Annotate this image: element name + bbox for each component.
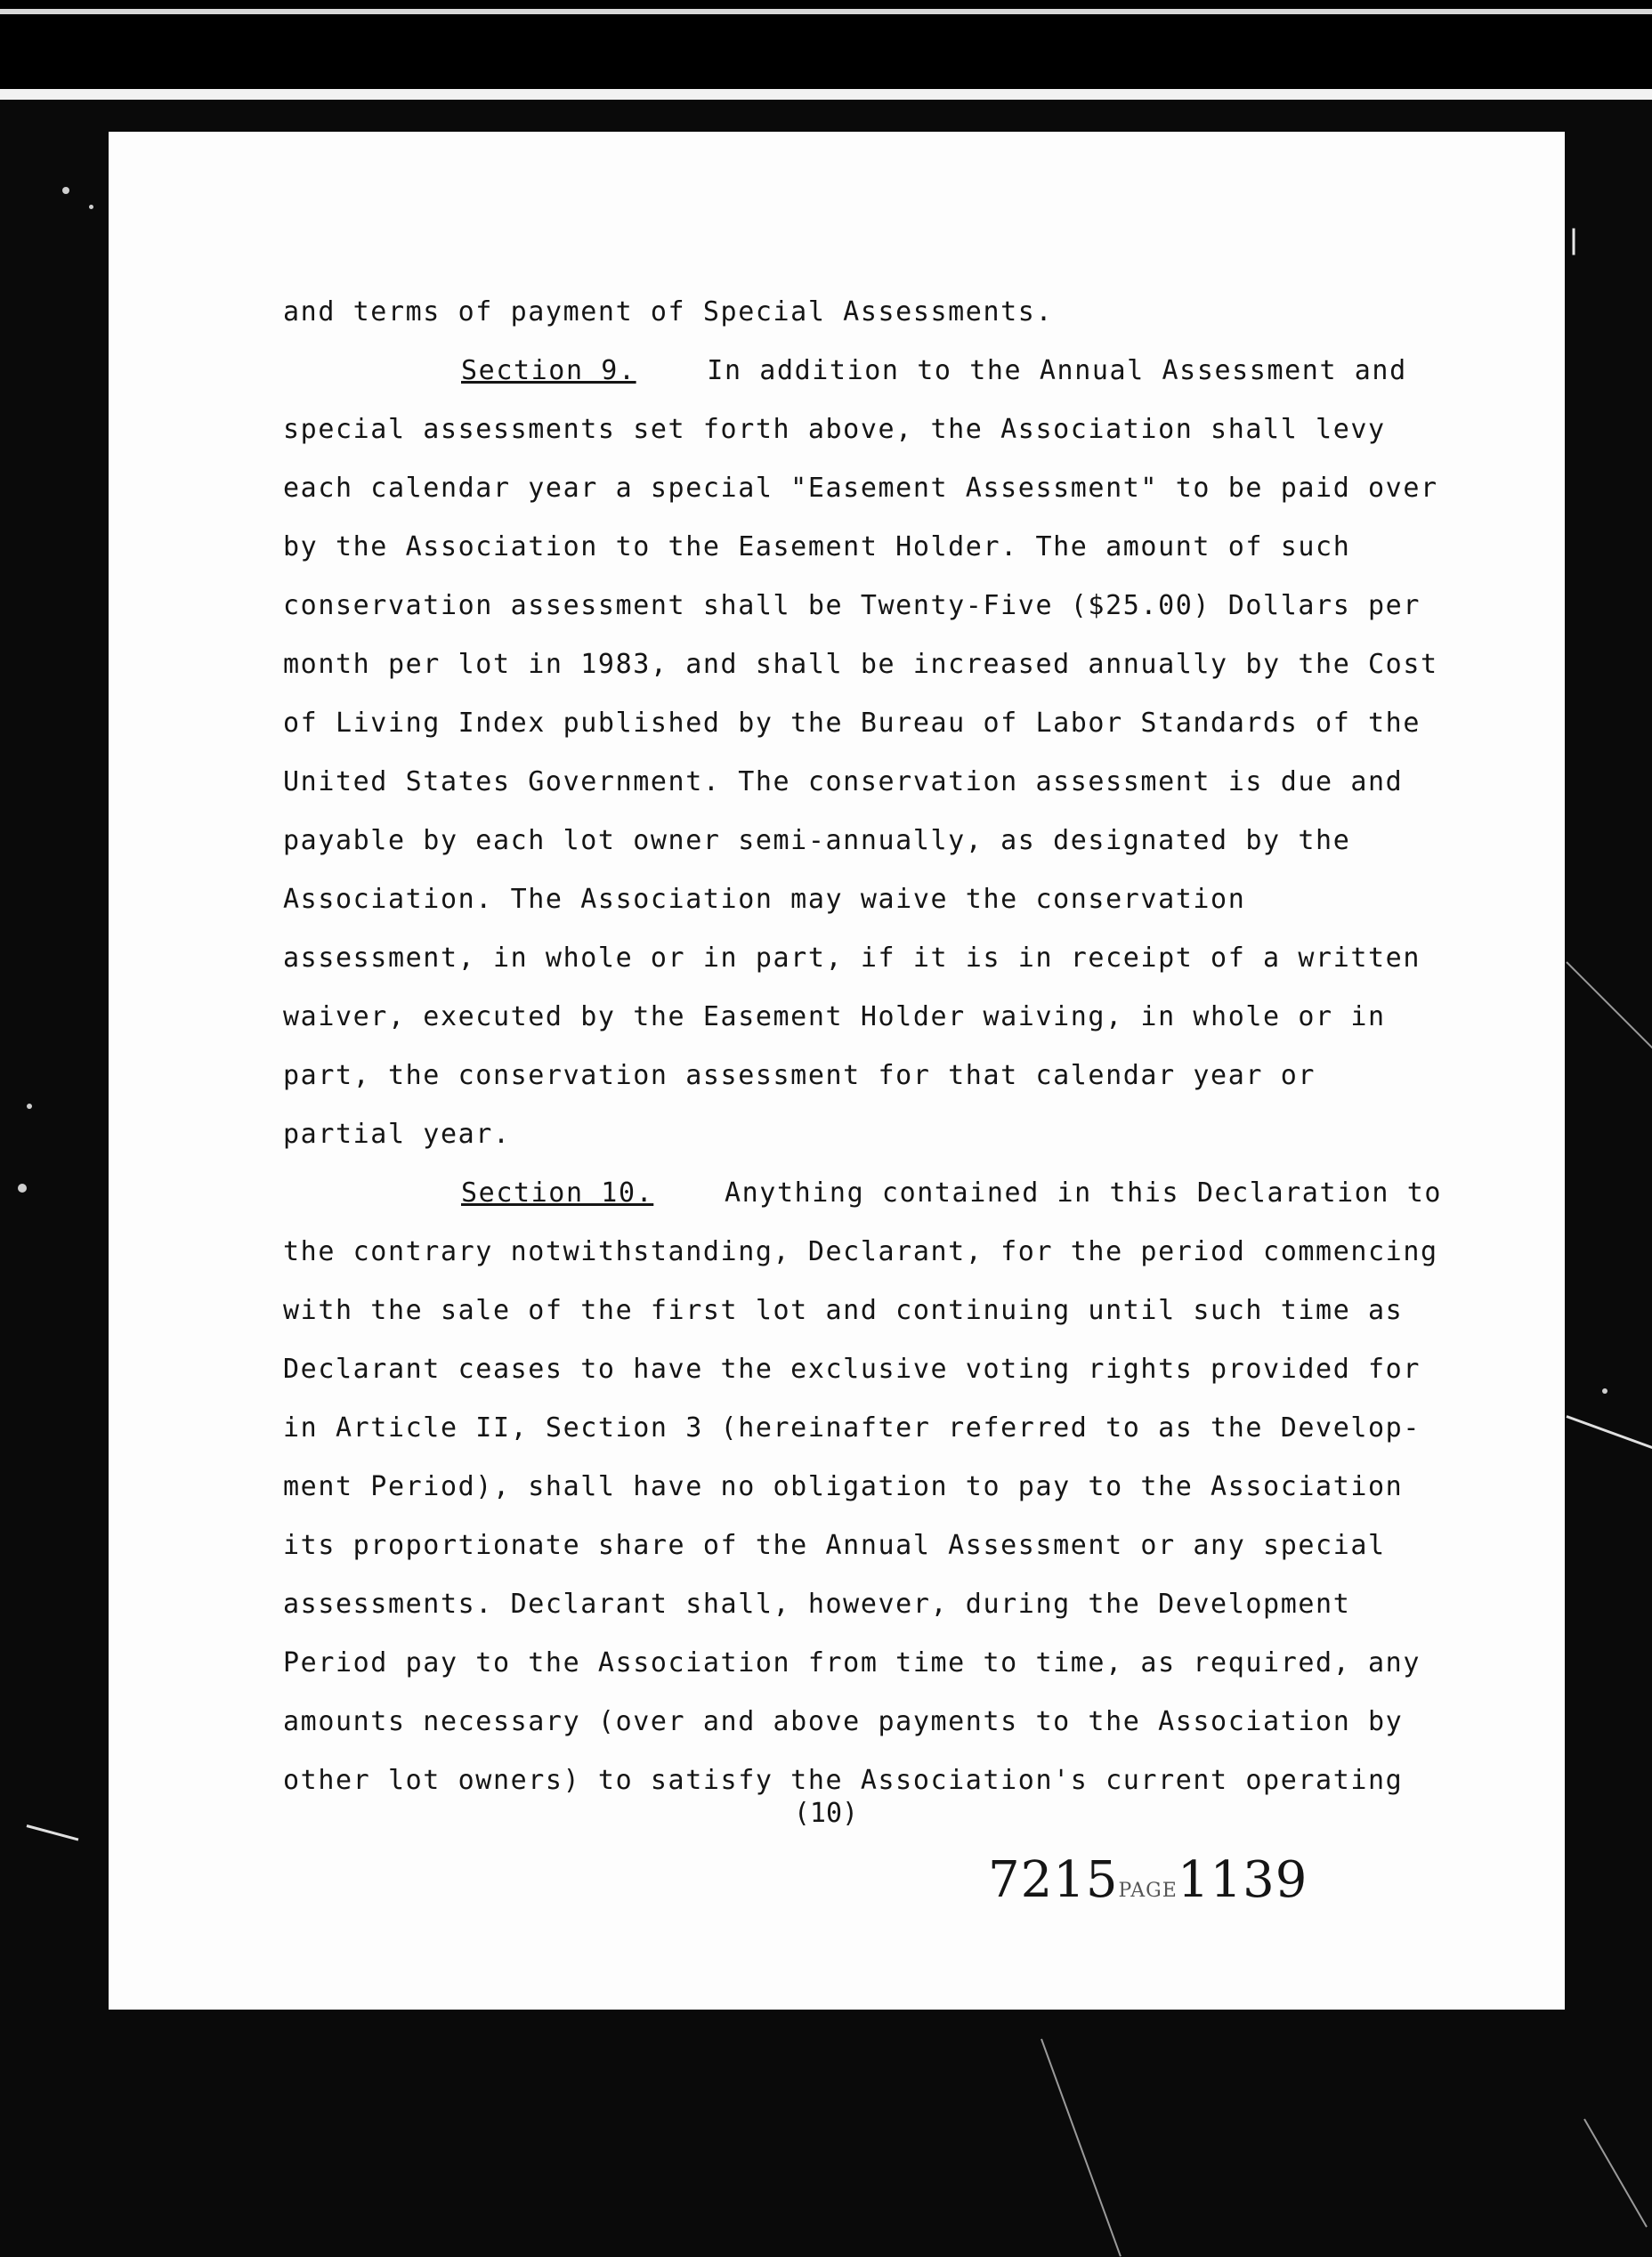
scan-scratch: [1583, 2119, 1648, 2228]
text-line: and terms of payment of Special Assessments.: [283, 296, 1054, 328]
scan-edge-line: [0, 9, 1652, 14]
text-line: Declarant ceases to have the exclusive voting rights provided for: [283, 1354, 1421, 1385]
text-line: In addition to the Annual Assessment and: [707, 355, 1407, 386]
recording-stamp: [988, 1851, 1308, 1909]
scan-speck: [27, 1104, 32, 1109]
stamp-book-number: 7215: [988, 1851, 1119, 1909]
text-line: conservation assessment shall be Twenty-Five ($25.00) Dollars per: [283, 590, 1421, 621]
text-line: part, the conservation assessment for that calendar year or: [283, 1060, 1316, 1091]
text-line: its proportionate share of the Annual Assessment or any special: [283, 1530, 1386, 1561]
stamp-page-number: 1139: [1177, 1851, 1308, 1909]
text-line: Anything contained in this Declaration to: [724, 1177, 1443, 1209]
text-line: Period pay to the Association from time to time, as required, any: [283, 1647, 1421, 1679]
text-line: of Living Index published by the Bureau of Labor Standards of the: [283, 708, 1421, 739]
text-line: United States Government. The conservation assessment is due and: [283, 766, 1404, 797]
scan-speck: [62, 187, 69, 194]
text-line: with the sale of the first lot and continuing until such time as: [283, 1295, 1404, 1326]
scan-scratch: [1566, 1415, 1652, 1451]
section-heading: Section 10.: [461, 1177, 654, 1209]
scan-scratch: [1566, 961, 1652, 1056]
text-line: the contrary notwithstanding, Declarant, for the period commencing: [283, 1236, 1438, 1267]
text-line: other lot owners) to satisfy the Association's current operating: [283, 1765, 1404, 1796]
text-line: ment Period), shall have no obligation to pay to the Association: [283, 1471, 1404, 1502]
scan-edge-line: [0, 89, 1652, 100]
text-line: Association. The Association may waive the conservation: [283, 884, 1246, 915]
document-body: [283, 283, 1443, 1810]
page-number: (10): [793, 1798, 859, 1829]
text-line: by the Association to the Easement Holder. The amount of such: [283, 531, 1351, 562]
text-line: assessments. Declarant shall, however, during the Development: [283, 1589, 1351, 1620]
text-line: month per lot in 1983, and shall be increased annually by the Cost: [283, 649, 1438, 680]
scan-speck: [1602, 1388, 1607, 1394]
text-line: assessment, in whole or in part, if it is in receipt of a written: [283, 942, 1421, 974]
stamp-page-label: PAGE: [1118, 1880, 1178, 1902]
text-line: amounts necessary (over and above payments to the Association by: [283, 1706, 1404, 1737]
text-line: payable by each lot owner semi-annually, as designated by the: [283, 825, 1351, 856]
section-heading-line: [283, 1164, 1443, 1223]
text-line: special assessments set forth above, the Association shall levy: [283, 414, 1386, 445]
scan-speck: [89, 205, 93, 209]
section-heading-line: [283, 342, 1440, 400]
scan-scratch: [1573, 229, 1575, 255]
scan-top-band: [0, 0, 1652, 100]
scan-speck: [18, 1184, 27, 1193]
text-line: waiver, executed by the Easement Holder waiving, in whole or in: [283, 1001, 1386, 1032]
scan-scratch: [1041, 2039, 1122, 2257]
text-line: in Article II, Section 3 (hereinafter referred to as the Develop-: [283, 1412, 1421, 1444]
text-line: partial year.: [283, 1119, 511, 1150]
section-heading: Section 9.: [461, 355, 636, 386]
text-line: each calendar year a special "Easement Assessment" to be paid over: [283, 473, 1438, 504]
